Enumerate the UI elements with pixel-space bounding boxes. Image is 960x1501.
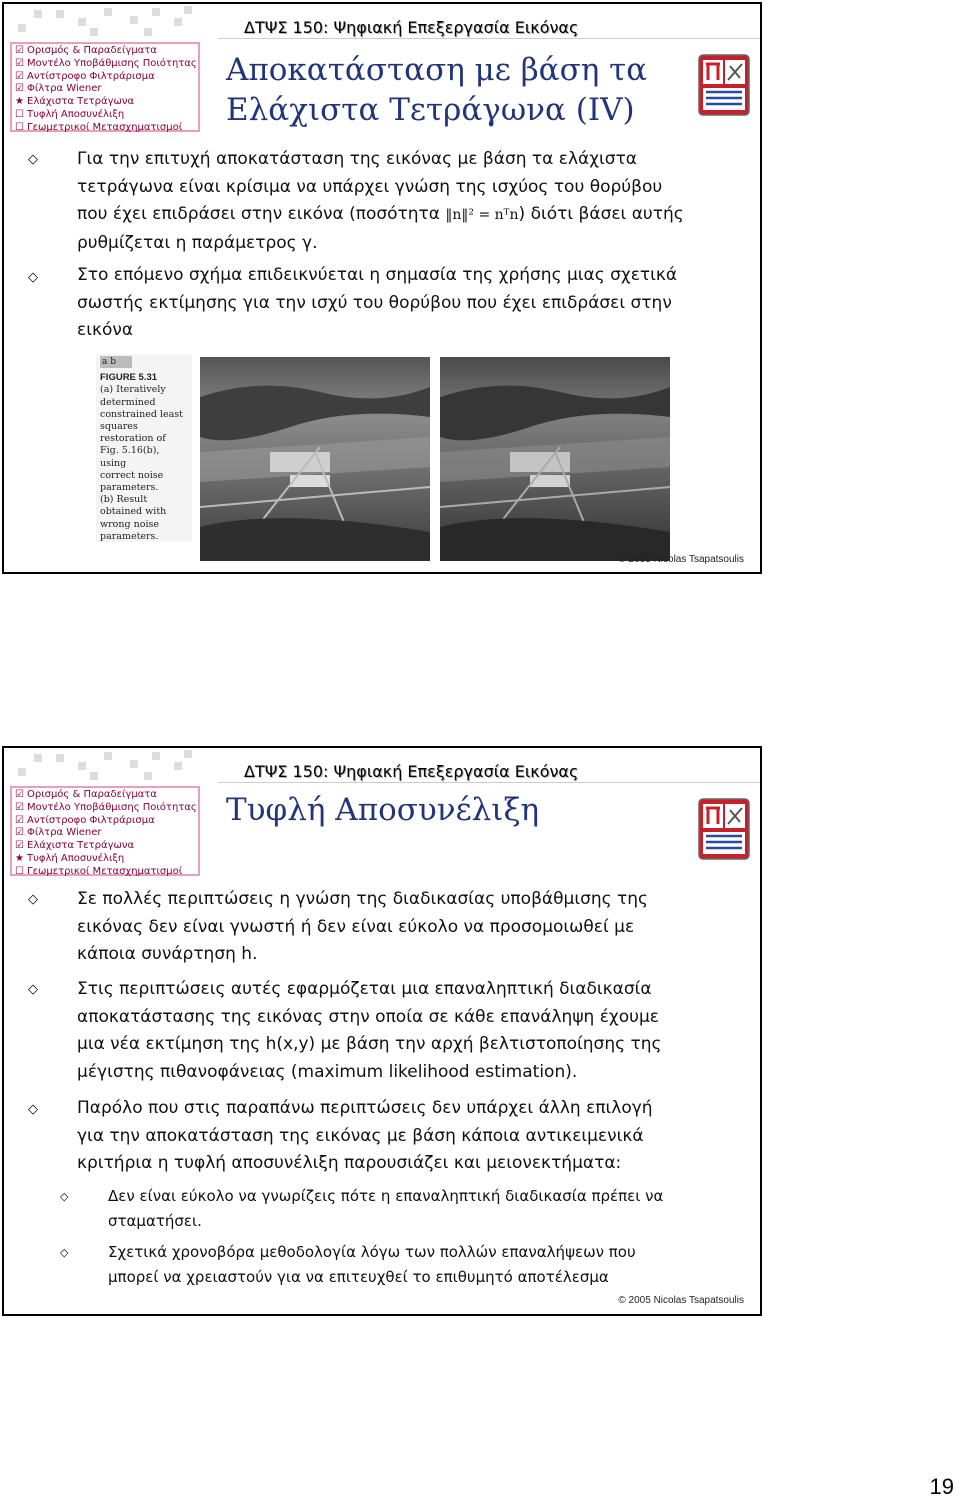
menu-item[interactable]: ☐ Γεωμετρικοί Μετασχηματισμοί — [15, 865, 183, 877]
sub-bullet-diamond-icon: ◇ — [60, 1190, 69, 1203]
menu-item[interactable]: ☑ Μοντέλο Υποβάθμισης Ποιότητας — [15, 57, 197, 69]
slide-2 — [2, 746, 762, 1316]
bullet-diamond-icon: ◇ — [28, 982, 38, 997]
bullet-diamond-icon: ◇ — [28, 892, 38, 907]
header-rule — [218, 782, 760, 783]
aerial-photo-b — [440, 357, 670, 561]
bullet-text: Στο επόμενο σχήμα επιδεικνύεται η σημασία της χρήσης μιας σχετικά σωστής εκτίμησης για την ισχύ του θορύβου που έχει επιδράσει στην εικόνα — [77, 265, 678, 340]
menu-item[interactable]: ☑ Μοντέλο Υποβάθμισης Ποιότητας — [15, 801, 197, 813]
menu-item-current[interactable]: ★ Ελάχιστα Τετράγωνα — [15, 96, 135, 108]
sub-bullet-text: Σχετικά χρονοβόρα μεθοδολογία λόγω των πολλών επαναλήψεων που μπορεί να χρειαστούν για να επιτευχθεί το επιθυμητό αποτέλεσμα — [108, 1243, 636, 1286]
slide-title: Τυφλή Αποσυνέλιξη — [226, 792, 540, 828]
bullet-diamond-icon: ◇ — [28, 1102, 38, 1117]
copyright: © 2005 Nicolas Tsapatsoulis — [618, 554, 744, 565]
aerial-photo-a — [200, 357, 430, 561]
menu-item[interactable]: ☐ Γεωμετρικοί Μετασχηματισμοί — [15, 121, 183, 133]
university-logo — [698, 54, 750, 116]
menu-item[interactable]: ☑ Ορισμός & Παραδείγματα — [15, 45, 157, 56]
page-number: 19 — [929, 1474, 954, 1499]
menu-item[interactable]: ☐ Τυφλή Αποσυνέλιξη — [15, 108, 125, 120]
bullet-text: Στις περιπτώσεις αυτές εφαρμόζεται μια επαναληπτική διαδικασία αποκατάστασης της εικόνας στην οποία σε κάθε επανάληψη έχουμε μια νέα εκτίμηση της h(x,y) με βάση την αρχή βελτιστοποίησης της μέγιστης πιθανοφάνειας (maximum likelihood estimation). — [77, 979, 662, 1082]
university-logo — [698, 798, 750, 860]
menu-item[interactable]: ☑ Αντίστροφο Φιλτράρισμα — [15, 814, 155, 826]
course-title: ΔΤΨΣ 150: Ψηφιακή Επεξεργασία Εικόνας — [244, 762, 579, 781]
sub-bullet-diamond-icon: ◇ — [60, 1246, 69, 1259]
menu-item-current[interactable]: ★ Τυφλή Αποσυνέλιξη — [15, 852, 125, 864]
menu-item[interactable]: ☑ Αντίστροφο Φιλτράρισμα — [15, 70, 155, 82]
topic-menu — [10, 786, 200, 876]
bullet-text: Παρόλο που στις παραπάνω περιπτώσεις δεν υπάρχει άλλη επιλογή για την αποκατάσταση της εικόνας με βάση κάποια αντικειμενικά κριτήρια η τυφλή αποσυνέλιξη παρουσιάζει και μειονεκτήματα: — [77, 1098, 653, 1173]
slide-1 — [2, 2, 762, 574]
header-rule — [218, 38, 760, 39]
copyright: © 2005 Nicolas Tsapatsoulis — [618, 1295, 744, 1306]
figure-caption: a b FIGURE 5.31 (a) Iteratively determined constrained least squares restoration of Fig. 5.16(b), using correct noise parameters. (b) Result obtained with wrong noise parameters. — [96, 354, 192, 542]
slide-title: Αποκατάσταση με βάση τα Ελάχιστα Τετράγωνα (IV) — [226, 52, 648, 128]
bullet-text: Σε πολλές περιπτώσεις η γνώση της διαδικασίας υποβάθμισης της εικόνας δεν είναι γνωστή ή δεν είναι εύκολο να προσομοιωθεί με κάποια συνάρτηση h. — [77, 889, 649, 964]
menu-item[interactable]: ☑ Φίλτρα Wiener — [15, 827, 102, 839]
topic-menu — [10, 42, 200, 132]
menu-item[interactable]: ☑ Ορισμός & Παραδείγματα — [15, 789, 157, 800]
decorative-dots — [4, 4, 204, 40]
sub-bullet-text: Δεν είναι εύκολο να γνωρίζεις πότε η επαναληπτική διαδικασία πρέπει να σταματήσει. — [108, 1187, 664, 1230]
decorative-dots — [4, 748, 204, 784]
bullet-diamond-icon: ◇ — [28, 152, 38, 167]
bullet-diamond-icon: ◇ — [28, 270, 38, 285]
figure-5-31 — [96, 354, 756, 564]
menu-item[interactable]: ☑ Φίλτρα Wiener — [15, 83, 102, 95]
course-title: ΔΤΨΣ 150: Ψηφιακή Επεξεργασία Εικόνας — [244, 18, 579, 37]
bullet-text: Για την επιτυχή αποκατάσταση της εικόνας με βάση τα ελάχιστα τετράγωνα είναι κρίσιμα να υπάρχει γνώση της ισχύος του θορύβου που έχει επιδράσει στην εικόνα (ποσότητα ‖n‖² = nᵀn) διότι βάσει αυτής ρυθμίζεται η παράμετρος γ. — [77, 149, 684, 253]
noise-power-formula: ‖n‖² = nᵀn — [445, 207, 519, 223]
menu-item[interactable]: ☑ Ελάχιστα Τετράγωνα — [15, 840, 135, 852]
